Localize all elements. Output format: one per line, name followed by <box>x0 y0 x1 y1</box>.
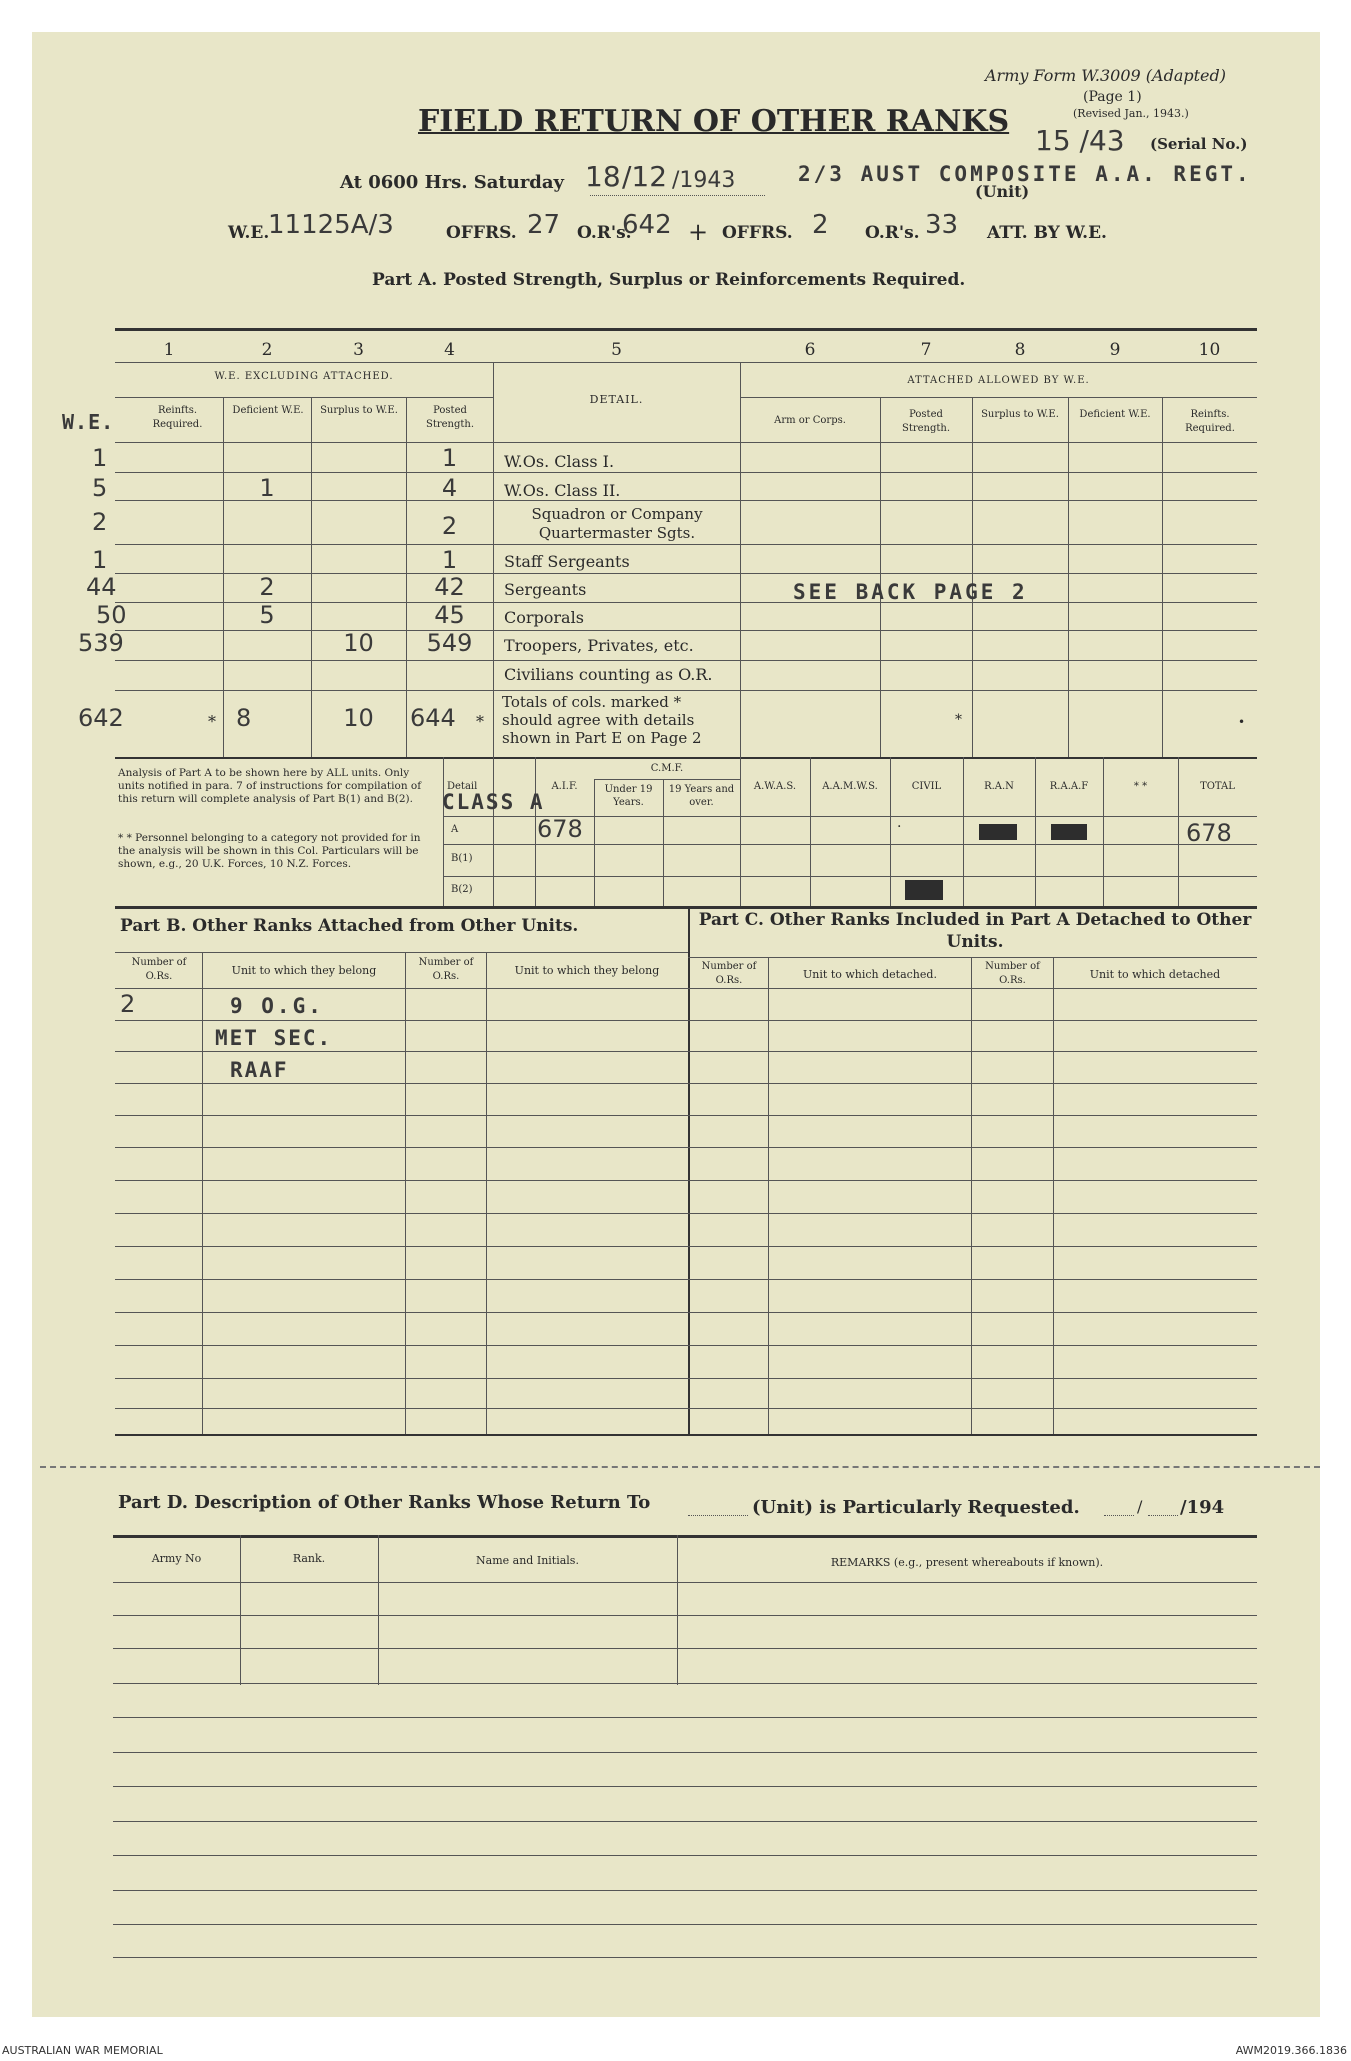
part-d-unit-line <box>688 1515 748 1516</box>
row-label-b1: B(1) <box>451 853 473 864</box>
totals-posted: 644 <box>410 704 456 732</box>
totals-mark-4: * <box>476 712 484 731</box>
hdr-awas: A.W.A.S. <box>753 781 797 792</box>
group-right-header: ATTACHED ALLOWED BY W.E. <box>907 375 1090 386</box>
hdr-surplus-we: Surplus to W.E. <box>320 405 398 416</box>
date-year: /1943 <box>672 168 736 193</box>
hdr-total: TOTAL <box>1200 781 1235 792</box>
hdr-posted-strength: Posted Strength. <box>425 405 475 430</box>
part-d-title: Part D. Description of Other Ranks Whose Return To <box>118 1492 651 1513</box>
row-posted: 4 <box>441 474 458 502</box>
ors2-label: O.R's. <box>865 223 920 243</box>
row-deficient: 5 <box>259 601 275 629</box>
perforation-line <box>40 1466 1320 1468</box>
col-num-9: 9 <box>1109 340 1121 360</box>
row-we: 1 <box>92 546 108 574</box>
date-month: /12 <box>622 160 668 193</box>
row-posted: 549 <box>426 629 473 657</box>
row-label-a: A <box>451 824 459 835</box>
hdr-c-number: Number of O.Rs. <box>701 961 757 986</box>
part-d-title-2: (Unit) is Particularly Requested. <box>752 1497 1080 1518</box>
redaction-mark <box>1051 824 1087 840</box>
row-detail: Sergeants <box>504 580 587 599</box>
hdr-army-no: Army No <box>151 1552 202 1565</box>
hdr-b-unit-2: Unit to which they belong <box>514 964 660 977</box>
row-we: 44 <box>86 573 117 601</box>
hdr-arm-corps: Arm or Corps. <box>774 415 846 426</box>
col-num-4: 4 <box>444 340 455 360</box>
hdr-att-deficient: Deficient W.E. <box>1079 409 1151 420</box>
analysis-note: Analysis of Part A to be shown here by ALL units. Only units notified in para. 7 of instructions for compilation of this return will complete analysis of Part B(1) and B(2). <box>118 767 422 805</box>
row-surplus: 10 <box>343 629 374 657</box>
row-we: 2 <box>92 508 108 536</box>
redaction-mark <box>905 880 943 900</box>
part-d-year: /194 <box>1180 1497 1225 1518</box>
unit-name: 2/3 AUST COMPOSITE A.A. REGT. <box>798 162 1252 186</box>
date-line <box>590 195 765 196</box>
hdr-b-number: Number of O.Rs. <box>131 957 187 982</box>
analysis-detail-label: Detail <box>447 781 478 792</box>
hdr-att-reinfts: Reinfts. Required. <box>1185 409 1235 434</box>
totals-surplus: 10 <box>343 704 374 732</box>
row-posted: 1 <box>441 546 458 574</box>
col-num-1: 1 <box>163 340 175 360</box>
hdr-ran: R.A.N <box>984 781 1014 792</box>
row-deficient: 1 <box>259 474 275 502</box>
hdr-remarks: REMARKS (e.g., present whereabouts if known). <box>830 1556 1104 1569</box>
detail-header: DETAIL. <box>589 393 644 406</box>
hdr-cmf: C.M.F. <box>650 763 684 774</box>
form-number: Army Form W.3009 (Adapted) <box>985 66 1227 85</box>
see-back-stamp: SEE BACK PAGE 2 <box>793 580 1028 604</box>
we-value: 11125A/3 <box>268 210 394 240</box>
hdr-b-number-2: Number of O.Rs. <box>418 957 474 982</box>
totals-we: 642 <box>78 704 124 732</box>
unit-label: (Unit) <box>975 182 1030 201</box>
att-label: ATT. BY W.E. <box>987 223 1107 243</box>
row-detail: W.Os. Class I. <box>504 452 615 471</box>
aif-class-a: 678 <box>537 815 583 843</box>
col-num-5: 5 <box>611 340 622 360</box>
col-num-2: 2 <box>261 340 273 360</box>
at-label: At 0600 Hrs. Saturday <box>340 172 565 193</box>
ors-label: O.R's. <box>577 223 632 243</box>
part-a-title: Part A. Posted Strength, Surplus or Reinforcements Required. <box>372 270 966 290</box>
row-we: 50 <box>96 601 127 629</box>
totals-mark-10: • <box>1238 715 1246 729</box>
hdr-c-unit-2: Unit to which detached <box>1089 968 1221 981</box>
row-posted: 42 <box>434 573 465 601</box>
hdr-rank: Rank. <box>292 1552 326 1565</box>
we-margin-label: W.E. <box>62 410 115 434</box>
col-num-10: 10 <box>1198 340 1221 360</box>
hdr-civil: CIVIL <box>911 781 942 792</box>
serial-value: 15 /43 <box>1035 124 1125 157</box>
group-left-header: W.E. EXCLUDING ATTACHED. <box>214 371 394 382</box>
row-detail: Staff Sergeants <box>504 552 630 571</box>
hdr-19-over: 19 Years and over. <box>668 784 735 808</box>
hdr-att-posted: Posted Strength. <box>901 409 951 434</box>
row-posted: 1 <box>441 444 458 472</box>
hdr-raaf: R.A.A.F <box>1049 781 1089 792</box>
row-label-b2: B(2) <box>451 884 473 895</box>
total-class-a: 678 <box>1186 819 1232 847</box>
part-d-date-line <box>1148 1515 1178 1516</box>
civil-class-a: . <box>897 815 902 831</box>
part-b-title: Part B. Other Ranks Attached from Other Units. <box>120 916 579 936</box>
row-we: 5 <box>92 474 108 502</box>
entry-unit: RAAF <box>230 1058 289 1082</box>
col-num-3: 3 <box>353 340 364 360</box>
row-detail: Squadron or Company Quartermaster Sgts. <box>531 505 703 542</box>
col-num-8: 8 <box>1014 340 1026 360</box>
entry-number: 2 <box>120 990 136 1018</box>
redaction-mark <box>979 824 1017 840</box>
offrs-value: 27 <box>527 210 561 240</box>
hdr-reinfts-required: Reinfts. Required. <box>152 405 203 430</box>
serial-label: (Serial No.) <box>1150 135 1248 153</box>
col-num-6: 6 <box>804 340 816 360</box>
row-detail: Troopers, Privates, etc. <box>504 636 694 655</box>
page-title: FIELD RETURN OF OTHER RANKS <box>418 104 1010 139</box>
hdr-b-unit: Unit to which they belong <box>231 964 377 977</box>
hdr-att-surplus: Surplus to W.E. <box>981 409 1059 420</box>
row-detail: Civilians counting as O.R. <box>504 665 713 684</box>
totals-mark-1: * <box>208 712 216 731</box>
row-we: 1 <box>92 444 108 472</box>
row-we: 539 <box>78 629 124 657</box>
hdr-deficient-we: Deficient W.E. <box>232 405 304 416</box>
page-label: (Page 1) <box>1083 89 1142 105</box>
totals-detail: Totals of cols. marked * should agree with details shown in Part E on Page 2 <box>502 693 702 747</box>
hdr-c-unit: Unit to which detached. <box>803 968 937 981</box>
totals-mark-7: * <box>955 712 962 728</box>
revised-label: (Revised Jan., 1943.) <box>1073 107 1189 120</box>
hdr-other: * * <box>1133 781 1148 792</box>
ors-value: 642 <box>622 210 672 240</box>
row-detail: Corporals <box>504 608 584 627</box>
row-posted: 45 <box>434 601 465 629</box>
entry-unit: MET SEC. <box>215 1026 333 1050</box>
hdr-aamws: A.A.M.W.S. <box>822 781 878 792</box>
part-d-date-line <box>1104 1515 1134 1516</box>
hdr-under-19: Under 19 Years. <box>604 784 653 808</box>
totals-deficient: 8 <box>236 704 252 732</box>
class-a-stamp: CLASS A <box>442 790 545 814</box>
hdr-c-number-2: Number of O.Rs. <box>985 961 1040 986</box>
row-posted: 2 <box>441 512 458 540</box>
footer-left: AUSTRALIAN WAR MEMORIAL <box>2 2044 163 2057</box>
entry-unit: 9 O.G. <box>230 994 324 1018</box>
plus-sign: + <box>688 218 709 246</box>
part-d-slash: / <box>1137 1497 1143 1516</box>
part-c-title: Part C. Other Ranks Included in Part A Detached to Other Units. <box>698 910 1252 952</box>
hdr-name: Name and Initials. <box>476 1554 579 1567</box>
offrs-label: OFFRS. <box>446 223 517 243</box>
row-detail: W.Os. Class II. <box>504 481 621 500</box>
offrs2-value: 2 <box>812 210 829 240</box>
we-label: W.E. <box>228 223 270 243</box>
date-day: 18 <box>585 160 621 193</box>
row-deficient: 2 <box>259 573 275 601</box>
hdr-aif: A.I.F. <box>551 781 578 792</box>
offrs2-label: OFFRS. <box>722 223 793 243</box>
footer-right: AWM2019.366.1836 <box>1235 2044 1347 2057</box>
ors2-value: 33 <box>925 210 959 240</box>
analysis-note-2: * * Personnel belonging to a category not provided for in the analysis will be shown in this Col. Particulars will be shown, e.g., 20 U.K. Forces, 10 N.Z. Forces. <box>118 832 421 870</box>
col-num-7: 7 <box>920 340 932 360</box>
